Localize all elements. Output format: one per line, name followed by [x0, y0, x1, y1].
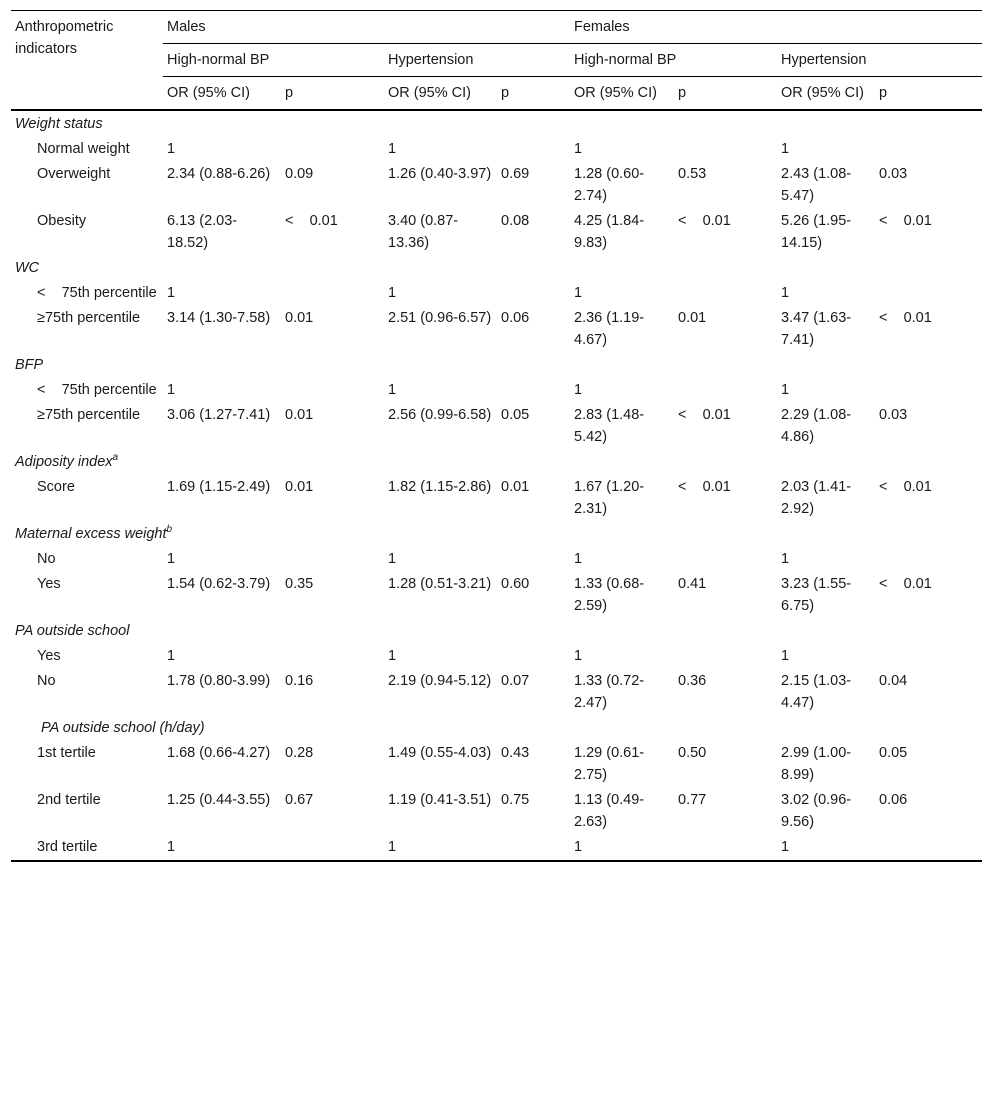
- section-heading: [11, 715, 982, 740]
- section-heading: [11, 255, 982, 280]
- p-cell: [497, 834, 570, 861]
- footnote-marker: b: [166, 524, 173, 536]
- or-header: OR (95% CI): [570, 77, 674, 111]
- or-cell: 2.51 (0.96-6.57): [388, 310, 492, 326]
- section-label: Adiposity index: [15, 454, 113, 470]
- section-row: [11, 715, 982, 740]
- table-row: [11, 377, 982, 402]
- p-cell: [875, 136, 982, 161]
- or-cell: 1.33 (0.72-2.47): [574, 673, 645, 711]
- p-cell: 0.06: [501, 310, 530, 326]
- p-cell: 0.69: [501, 166, 530, 182]
- or-cell: 2.29 (1.08-4.86): [781, 407, 852, 445]
- or-cell: 1: [781, 141, 790, 157]
- or-cell: 5.26 (1.95-14.15): [781, 213, 852, 251]
- or-cell: 1.82 (1.15-2.86): [388, 479, 492, 495]
- or-cell: 1: [167, 141, 176, 157]
- or-cell: 1.49 (0.55-4.03): [388, 745, 492, 761]
- p-cell: 0.43: [501, 745, 530, 761]
- or-cell: 1: [167, 382, 176, 398]
- or-cell: 2.83 (1.48-5.42): [574, 407, 645, 445]
- p-cell: 0.05: [501, 407, 530, 423]
- p-cell: [674, 280, 777, 305]
- table-row: [11, 643, 982, 668]
- p-cell: 0.67: [285, 792, 314, 808]
- or-cell: 3.47 (1.63-7.41): [781, 310, 852, 348]
- or-cell: 6.13 (2.03-18.52): [167, 213, 238, 251]
- group-header-female-hypertension: Hypertension: [777, 44, 982, 77]
- section-row: [11, 521, 982, 546]
- table-row: [11, 208, 982, 255]
- p-cell: 0.16: [285, 673, 314, 689]
- p-cell: [281, 834, 384, 861]
- p-cell: 0.60: [501, 576, 530, 592]
- p-cell: 0.06: [879, 792, 908, 808]
- p-cell: < 0.01: [879, 576, 932, 592]
- row-label: Obesity: [37, 213, 87, 229]
- or-cell: 2.19 (0.94-5.12): [388, 673, 492, 689]
- p-cell: [875, 280, 982, 305]
- p-cell: 0.28: [285, 745, 314, 761]
- p-header: p: [674, 77, 777, 111]
- or-cell: 1.29 (0.61-2.75): [574, 745, 645, 783]
- or-cell: 1.28 (0.51-3.21): [388, 576, 492, 592]
- odds-ratio-table: [11, 10, 982, 862]
- section-heading: [11, 618, 982, 643]
- or-cell: 4.25 (1.84-9.83): [574, 213, 645, 251]
- males-header: Males: [163, 11, 570, 44]
- p-cell: [674, 377, 777, 402]
- p-cell: < 0.01: [678, 213, 731, 229]
- p-cell: 0.01: [678, 310, 707, 326]
- p-cell: [497, 280, 570, 305]
- or-cell: 1: [574, 382, 583, 398]
- p-cell: 0.41: [678, 576, 707, 592]
- indicator-header: Anthropometric indicators: [11, 11, 163, 111]
- row-label: 2nd tertile: [37, 792, 101, 808]
- or-cell: 1.25 (0.44-3.55): [167, 792, 271, 808]
- females-header: Females: [570, 11, 982, 44]
- p-cell: 0.07: [501, 673, 530, 689]
- or-cell: 1: [167, 551, 176, 567]
- table-row: [11, 668, 982, 715]
- table-row: [11, 474, 982, 521]
- section-heading: [11, 521, 982, 546]
- or-cell: 1: [570, 834, 674, 861]
- p-cell: < 0.01: [678, 407, 731, 423]
- p-cell: < 0.01: [879, 213, 932, 229]
- or-cell: 3.06 (1.27-7.41): [167, 407, 271, 423]
- or-header: OR (95% CI): [384, 77, 497, 111]
- or-cell: 1: [574, 551, 583, 567]
- or-cell: 1: [781, 285, 790, 301]
- table-row: [11, 161, 982, 208]
- p-cell: [674, 643, 777, 668]
- or-header: OR (95% CI): [777, 77, 875, 111]
- table-row: [11, 280, 982, 305]
- or-cell: 2.34 (0.88-6.26): [167, 166, 271, 182]
- or-cell: 3.23 (1.55-6.75): [781, 576, 852, 614]
- or-cell: 1.54 (0.62-3.79): [167, 576, 271, 592]
- or-cell: 1: [163, 834, 281, 861]
- p-cell: [281, 377, 384, 402]
- row-label: < 75th percentile: [37, 285, 157, 301]
- or-cell: 3.02 (0.96-9.56): [781, 792, 852, 830]
- or-cell: 1: [574, 141, 583, 157]
- or-cell: 1.33 (0.68-2.59): [574, 576, 645, 614]
- section-row: [11, 110, 982, 136]
- or-cell: 1.28 (0.60-2.74): [574, 166, 645, 204]
- or-cell: 1: [777, 834, 875, 861]
- or-cell: 1.19 (0.41-3.51): [388, 792, 492, 808]
- row-label: Score: [37, 479, 75, 495]
- or-cell: 2.15 (1.03-4.47): [781, 673, 852, 711]
- section-label: PA outside school (h/day): [41, 720, 205, 736]
- or-cell: 1: [167, 648, 176, 664]
- p-cell: [875, 377, 982, 402]
- p-cell: < 0.01: [879, 479, 932, 495]
- p-cell: 0.09: [285, 166, 314, 182]
- p-cell: [281, 643, 384, 668]
- p-cell: [281, 280, 384, 305]
- footnote-marker: a: [112, 452, 119, 464]
- p-cell: 0.53: [678, 166, 707, 182]
- section-label: Weight status: [15, 116, 103, 132]
- p-cell: < 0.01: [879, 310, 932, 326]
- p-cell: [875, 546, 982, 571]
- p-cell: 0.04: [879, 673, 908, 689]
- or-cell: 2.43 (1.08-5.47): [781, 166, 852, 204]
- or-cell: 1.67 (1.20-2.31): [574, 479, 645, 517]
- group-header-male-hypertension: Hypertension: [384, 44, 570, 77]
- table-body: [11, 110, 982, 861]
- table-row: [11, 402, 982, 449]
- or-cell: 1: [167, 285, 176, 301]
- p-cell: 0.05: [879, 745, 908, 761]
- p-cell: [497, 546, 570, 571]
- or-cell: 1.13 (0.49-2.63): [574, 792, 645, 830]
- or-cell: 2.03 (1.41-2.92): [781, 479, 852, 517]
- p-cell: 0.01: [501, 479, 530, 495]
- section-heading: [11, 352, 982, 377]
- table-row: [11, 305, 982, 352]
- p-cell: 0.77: [678, 792, 707, 808]
- section-heading: [11, 449, 982, 474]
- row-label: Normal weight: [37, 141, 130, 157]
- section-row: [11, 255, 982, 280]
- p-cell: [674, 546, 777, 571]
- p-cell: [674, 136, 777, 161]
- p-cell: [875, 643, 982, 668]
- or-cell: 3.40 (0.87-13.36): [388, 213, 459, 251]
- or-cell: 1: [388, 382, 397, 398]
- p-cell: 0.36: [678, 673, 707, 689]
- p-cell: 0.50: [678, 745, 707, 761]
- p-cell: 0.03: [879, 166, 908, 182]
- section-label: Maternal excess weight: [15, 526, 167, 542]
- or-cell: 1: [781, 648, 790, 664]
- group-header-male-highnormal: High-normal BP: [163, 44, 384, 77]
- row-label: Yes: [37, 576, 61, 592]
- row-label: Yes: [37, 648, 61, 664]
- header-row-1: [11, 11, 982, 44]
- row-label: No: [37, 673, 56, 689]
- p-cell: [281, 546, 384, 571]
- table-row: [11, 546, 982, 571]
- or-cell: 1: [574, 648, 583, 664]
- p-header: p: [281, 77, 384, 111]
- p-cell: [875, 834, 982, 861]
- row-label: No: [37, 551, 56, 567]
- section-label: WC: [15, 260, 40, 276]
- or-cell: 2.36 (1.19-4.67): [574, 310, 645, 348]
- p-header: p: [497, 77, 570, 111]
- or-cell: 1.78 (0.80-3.99): [167, 673, 271, 689]
- group-header-female-highnormal: High-normal BP: [570, 44, 777, 77]
- or-cell: 1: [388, 285, 397, 301]
- p-cell: [497, 643, 570, 668]
- or-cell: 1: [781, 551, 790, 567]
- table-row: [11, 136, 982, 161]
- or-cell: 2.99 (1.00-8.99): [781, 745, 852, 783]
- p-cell: 0.35: [285, 576, 314, 592]
- p-cell: < 0.01: [285, 213, 338, 229]
- p-cell: [497, 377, 570, 402]
- or-cell: 1: [388, 141, 397, 157]
- row-label: Overweight: [37, 166, 111, 182]
- row-label: 3rd tertile: [11, 834, 163, 861]
- p-cell: 0.08: [501, 213, 530, 229]
- p-cell: 0.03: [879, 407, 908, 423]
- p-cell: 0.01: [285, 479, 314, 495]
- section-label: PA outside school: [15, 623, 130, 639]
- p-cell: 0.01: [285, 407, 314, 423]
- or-cell: 1.68 (0.66-4.27): [167, 745, 271, 761]
- or-cell: 1: [781, 382, 790, 398]
- or-cell: 1: [574, 285, 583, 301]
- table-row: [11, 787, 982, 834]
- or-cell: 1: [384, 834, 497, 861]
- p-header: p: [875, 77, 982, 111]
- or-header: OR (95% CI): [163, 77, 281, 111]
- or-cell: 3.14 (1.30-7.58): [167, 310, 271, 326]
- section-row: [11, 352, 982, 377]
- table-row: [11, 740, 982, 787]
- or-cell: 1.26 (0.40-3.97): [388, 166, 492, 182]
- table-row: [11, 571, 982, 618]
- p-cell: [281, 136, 384, 161]
- section-label: BFP: [15, 357, 44, 373]
- row-label: < 75th percentile: [37, 382, 157, 398]
- or-cell: 1.69 (1.15-2.49): [167, 479, 271, 495]
- p-cell: 0.01: [285, 310, 314, 326]
- table-row: [11, 834, 982, 861]
- section-heading: [11, 110, 982, 136]
- table-header: [11, 11, 982, 111]
- p-cell: 0.75: [501, 792, 530, 808]
- or-cell: 1: [388, 551, 397, 567]
- p-cell: < 0.01: [678, 479, 731, 495]
- row-label: ≥75th percentile: [37, 310, 141, 326]
- p-cell: [674, 834, 777, 861]
- p-cell: [497, 136, 570, 161]
- or-cell: 2.56 (0.99-6.58): [388, 407, 492, 423]
- row-label: 1st tertile: [37, 745, 96, 761]
- or-cell: 1: [388, 648, 397, 664]
- section-row: [11, 449, 982, 474]
- row-label: ≥75th percentile: [37, 407, 141, 423]
- section-row: [11, 618, 982, 643]
